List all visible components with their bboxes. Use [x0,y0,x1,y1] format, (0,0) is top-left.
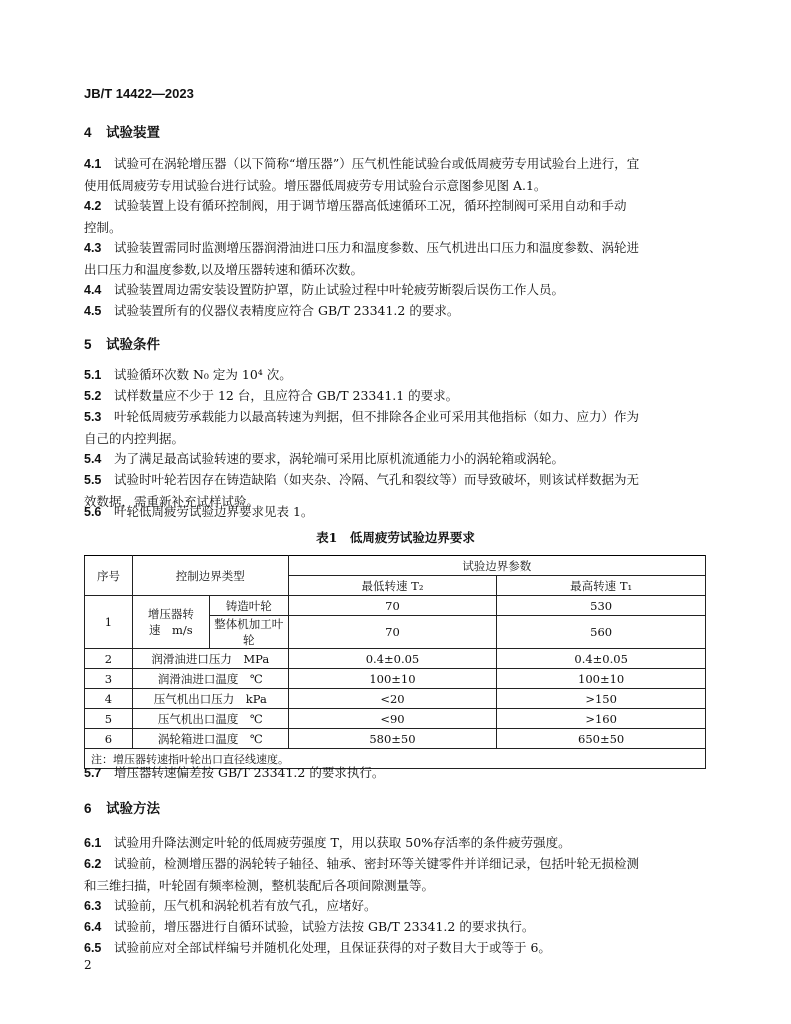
row-index: 5 [85,709,133,729]
section-6-heading [84,797,160,817]
header-params: 试验边界参数 [288,556,705,576]
section-number: 4 [84,125,92,140]
cell-low: 100±10 [288,669,497,689]
clause-number: 5.2 [84,389,102,403]
cell-low: 580±50 [288,729,497,749]
clause-number: 5.5 [84,473,102,487]
section-title: 试验装置 [106,125,160,141]
section-title: 试验方法 [106,801,160,817]
cell-high: 650±50 [497,729,706,749]
clause-4-2 [84,195,706,238]
clause-text: 效数据，需重新补充试样试验。 [84,494,260,509]
clause-number: 4.1 [84,157,102,171]
header-high-speed: 最高转速 T₁ [497,576,706,596]
clause-6-1 [84,832,706,854]
cell-low: <90 [288,709,497,729]
cell-high: 100±10 [497,669,706,689]
row-index: 4 [85,689,133,709]
clause-number: 4.4 [84,283,102,297]
header-low-speed: 最低转速 T₂ [288,576,497,596]
clause-number: 5.3 [84,410,102,424]
clause-number: 6.5 [84,941,102,955]
cell-high: 530 [497,596,706,616]
clause-4-4 [84,279,706,301]
clause-text: 叶轮低周疲劳试验边界要求见表 1。 [114,504,314,519]
table-row [85,729,706,749]
clause-text: 叶轮低周疲劳承载能力以最高转速为判据，但不排除各企业可采用其他指标（如力、应力）作为 [114,409,640,424]
clause-text: 出口压力和温度参数,以及增压器转速和循环次数。 [84,262,363,277]
clause-4-3 [84,237,706,280]
clause-5-4 [84,448,706,470]
clause-5-3 [84,406,706,449]
header-type: 控制边界类型 [132,556,288,596]
clause-4-5 [84,300,706,322]
cell-high: 560 [497,616,706,649]
clause-text: 试验装置上设有循环控制阀，用于调节增压器高低速循环工况，循环控制阀可采用自动和手动 [114,198,627,213]
clause-text: 试验前，检测增压器的涡轮转子轴径、轴承、密封环等关键零件并详细记录，包括叶轮无损检测 [114,856,640,871]
cell-high: 0.4±0.05 [497,649,706,669]
row-index: 1 [85,596,133,649]
row-type: 润滑油进口压力 MPa [132,649,288,669]
table-row [85,709,706,729]
row-subtype: 铸造叶轮 [209,596,288,616]
clause-text: 试验前，增压器进行自循环试验，试验方法按 GB/T 23341.2 的要求执行。 [114,919,535,934]
row-subtype: 整体机加工叶轮 [209,616,288,649]
clause-text: 使用低周疲劳专用试验台进行试验。增压器低周疲劳专用试验台示意图参见图 A.1。 [84,178,547,193]
section-4-heading [84,121,160,141]
row-type: 润滑油进口温度 ℃ [132,669,288,689]
clause-number: 5.4 [84,452,102,466]
clause-text: 试验用升降法测定叶轮的低周疲劳强度 T，用以获取 50%存活率的条件疲劳强度。 [114,835,571,850]
header-index: 序号 [85,556,133,596]
group-label-line: 速 m/s [149,623,193,637]
clause-number: 5.7 [84,766,102,780]
section-number: 6 [84,801,92,816]
clause-text: 为了满足最高试验转速的要求，涡轮端可采用比原机流通能力小的涡轮箱或涡轮。 [114,451,565,466]
row-type: 压气机出口压力 kPa [132,689,288,709]
clause-text: 增压器转速偏差按 GB/T 23341.2 的要求执行。 [114,765,385,780]
document-header: JB/T 14422—2023 [84,86,194,101]
cell-high: >150 [497,689,706,709]
clause-number: 5.6 [84,505,102,519]
section-title: 试验条件 [106,337,160,353]
row-type: 涡轮箱进口温度 ℃ [132,729,288,749]
cell-low: <20 [288,689,497,709]
clause-text: 试样数量应不少于 12 台，且应符合 GB/T 23341.1 的要求。 [114,388,459,403]
clause-number: 6.4 [84,920,102,934]
clause-5-2 [84,385,706,407]
clause-text: 试验前，压气机和涡轮机若有放气孔，应堵好。 [114,898,377,913]
clause-6-3 [84,895,706,917]
clause-number: 4.2 [84,199,102,213]
cell-low: 70 [288,596,497,616]
row-group-label [132,596,209,649]
clause-number: 4.3 [84,241,102,255]
clause-number: 6.2 [84,857,102,871]
clause-6-5 [84,937,706,959]
clause-text: 自己的内控判据。 [84,431,185,446]
table-row [85,689,706,709]
page-number: 2 [84,958,92,972]
table-caption: 表1 低周疲劳试验边界要求 [316,530,475,545]
table-header-row [85,556,706,576]
clause-text: 试验时叶轮若因存在铸造缺陷（如夹杂、冷隔、气孔和裂纹等）而导致破坏，则该试样数据为无 [114,472,640,487]
row-type: 压气机出口温度 ℃ [132,709,288,729]
cell-low: 70 [288,616,497,649]
clause-5-1 [84,364,706,386]
clause-text: 试验循环次数 N₀ 定为 10⁴ 次。 [114,367,292,382]
boundary-requirements-table [84,555,706,769]
clause-number: 5.1 [84,368,102,382]
row-index: 2 [85,649,133,669]
clause-text: 试验前应对全部试样编号并随机化处理，且保证获得的对子数目大于或等于 6。 [114,940,551,955]
clause-4-1 [84,153,706,196]
clause-text: 试验装置需同时监测增压器润滑油进口压力和温度参数、压气机进出口压力和温度参数、涡轮进 [114,240,640,255]
clause-text: 和三维扫描，叶轮固有频率检测，整机装配后各项间隙测量等。 [84,878,435,893]
row-index: 3 [85,669,133,689]
table-note: 注：增压器转速指叶轮出口直径线速度。 [85,749,706,769]
row-index: 6 [85,729,133,749]
section-5-heading [84,333,160,353]
clause-5-7 [84,762,706,784]
clause-number: 4.5 [84,304,102,318]
clause-text: 试验可在涡轮增压器（以下简称“增压器”）压气机性能试验台或低周疲劳专用试验台上进行，宜 [114,156,640,171]
clause-6-4 [84,916,706,938]
group-label-line: 增压器转 [147,607,194,621]
clause-text: 控制。 [84,220,122,235]
cell-low: 0.4±0.05 [288,649,497,669]
clause-number: 6.3 [84,899,102,913]
table-row [85,596,706,616]
cell-high: >160 [497,709,706,729]
clause-text: 试验装置所有的仪器仪表精度应符合 GB/T 23341.2 的要求。 [114,303,460,318]
clause-6-2 [84,853,706,896]
clause-text: 试验装置周边需安装设置防护罩，防止试验过程中叶轮疲劳断裂后误伤工作人员。 [114,282,565,297]
section-number: 5 [84,337,92,352]
table-row [85,649,706,669]
table-row [85,669,706,689]
clause-5-6 [84,501,706,523]
clause-number: 6.1 [84,836,102,850]
